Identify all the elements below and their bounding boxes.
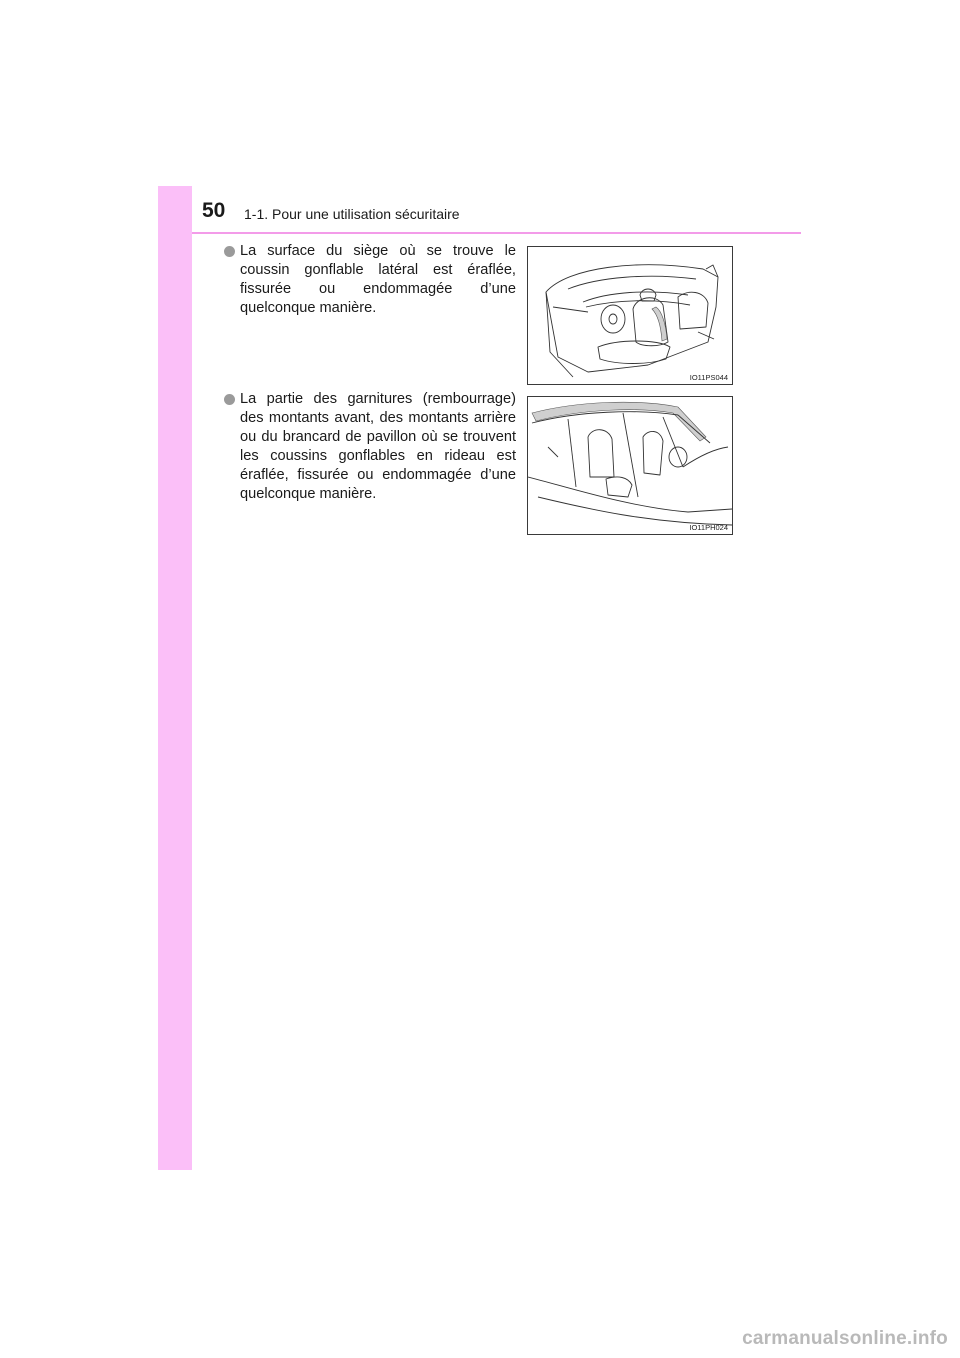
bullet-dot-icon bbox=[224, 394, 235, 405]
car-interior-seat-drawing bbox=[528, 247, 732, 384]
figure-code: IO11PS044 bbox=[689, 373, 728, 382]
watermark-link[interactable]: carmanualsonline.info bbox=[742, 1328, 948, 1349]
list-item bbox=[224, 390, 516, 504]
list-item-text: La partie des garnitures (rembourrage) des montants avant, des montants arrière ou du brancard de pavillon où se trouvent les coussins gonflables en rideau est éraflée, fissurée ou endommagée d’une quelconque manière. bbox=[240, 391, 516, 502]
list-item-text: La surface du siège où se trouve le coussin gonflable latéral est éraflée, fissurée ou endommagée d’une quelconque manière. bbox=[240, 243, 516, 316]
seat-airbag-illustration bbox=[527, 246, 733, 385]
section-title: 1-1. Pour une utilisation sécuritaire bbox=[244, 206, 460, 222]
header-rule bbox=[192, 232, 801, 234]
list-item bbox=[224, 242, 516, 318]
figure-code: IO11PH024 bbox=[689, 523, 728, 532]
car-cabin-roof-rail-drawing bbox=[528, 397, 732, 534]
bullet-dot-icon bbox=[224, 246, 235, 257]
curtain-airbag-illustration bbox=[527, 396, 733, 535]
page-number: 50 bbox=[202, 199, 226, 222]
side-color-band bbox=[158, 186, 192, 1170]
